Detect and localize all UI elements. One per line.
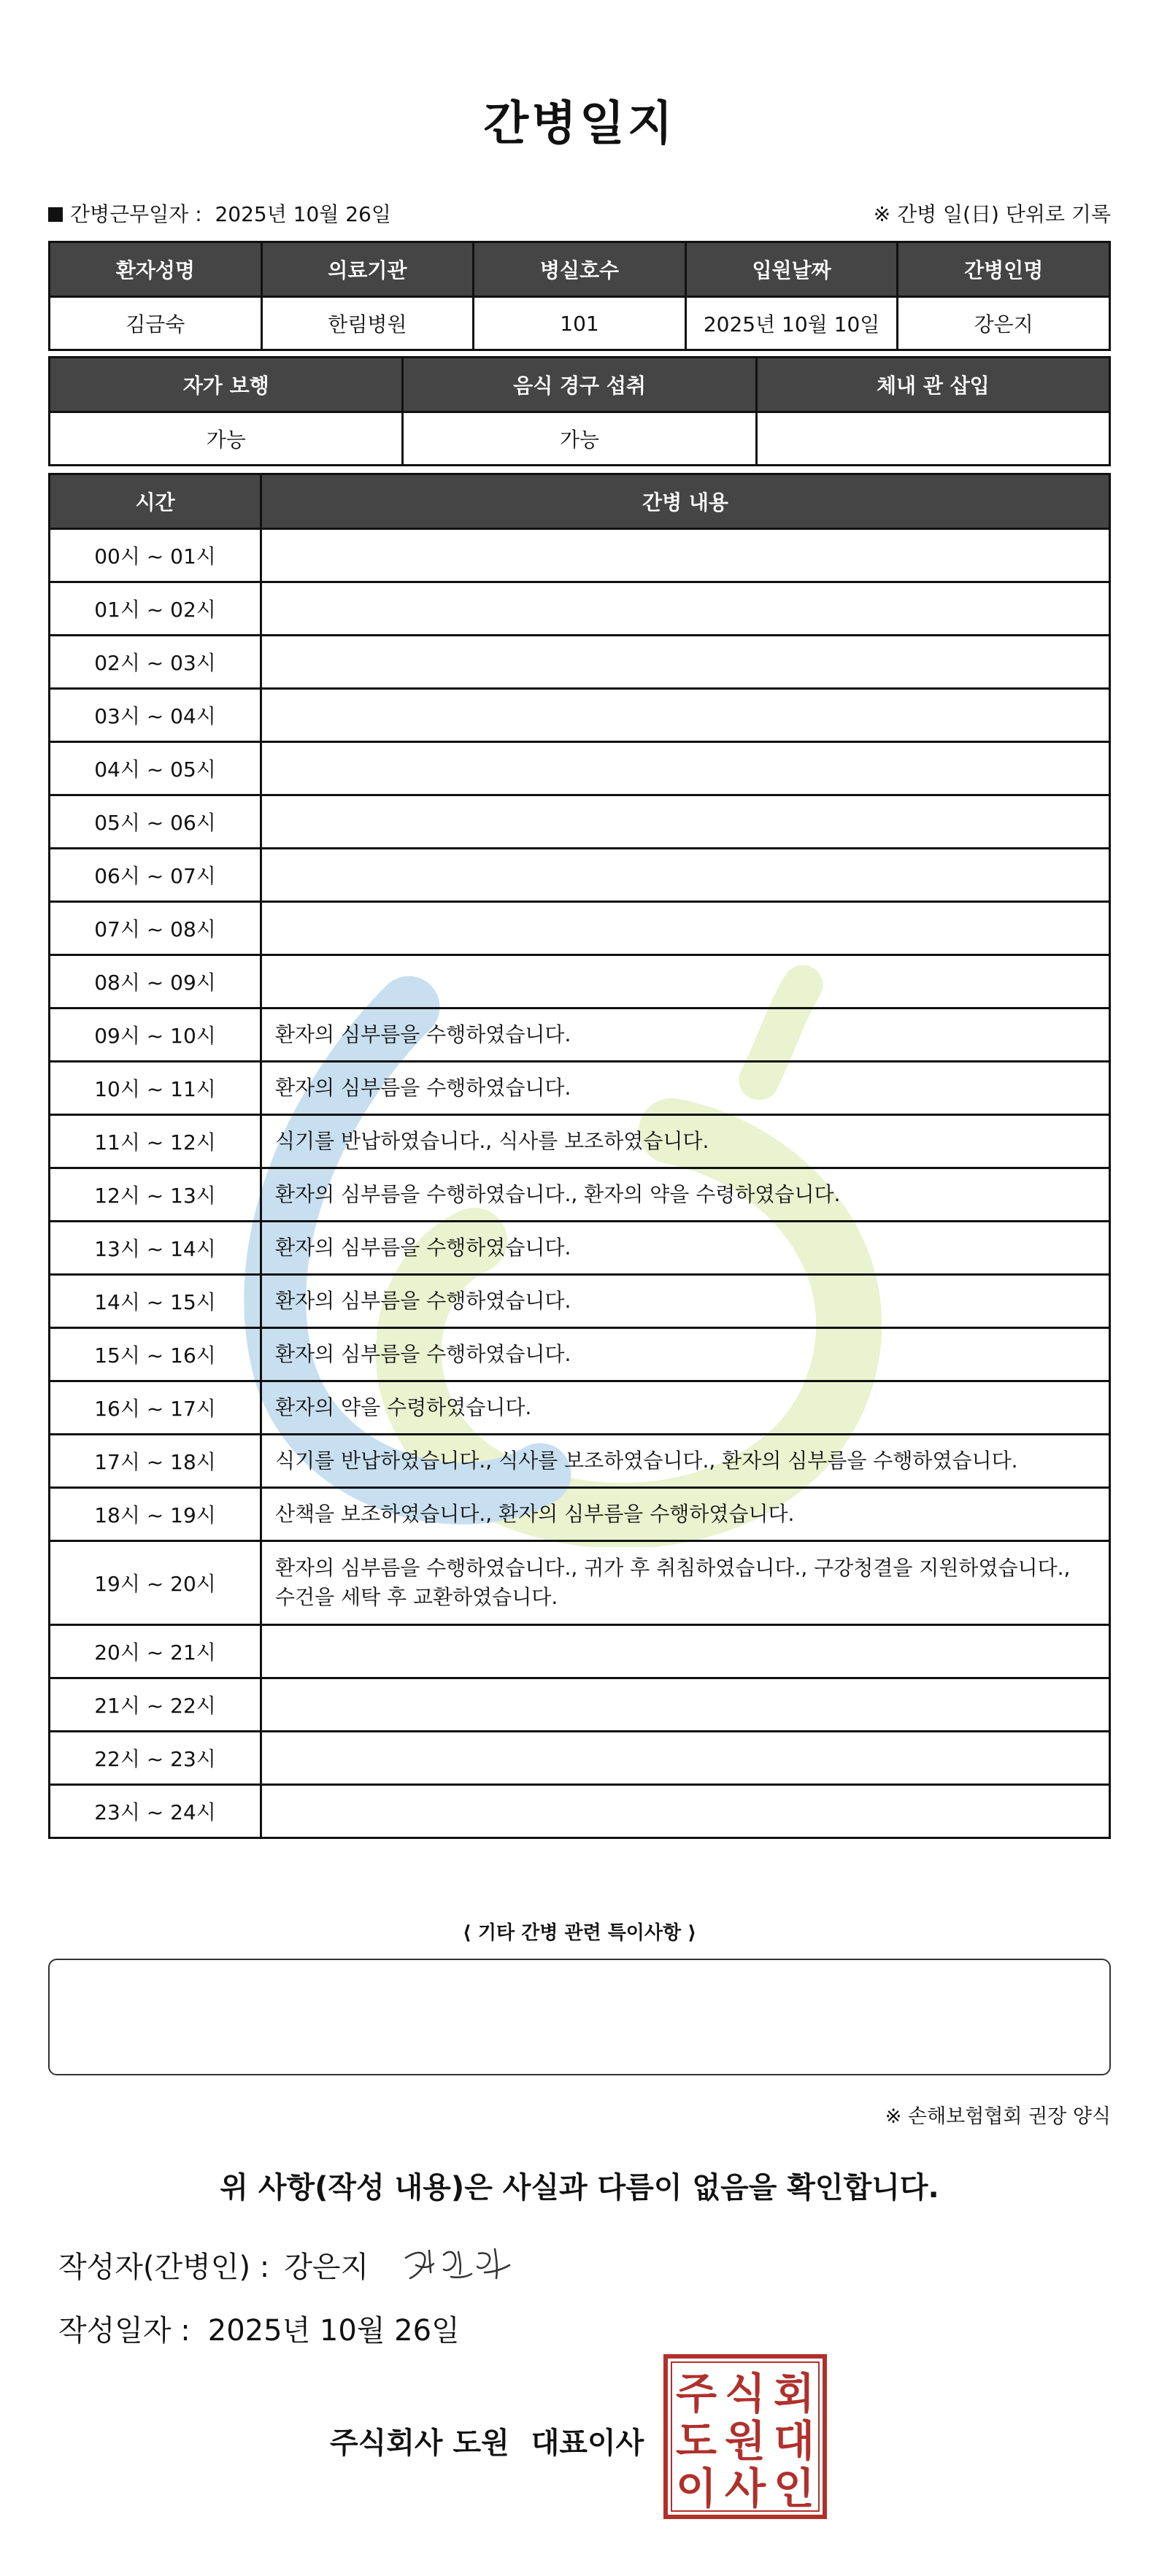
row-time: 21시 ~ 22시 bbox=[50, 1678, 261, 1732]
notes-title: ⟨ 기타 간병 관련 특이사항 ⟩ bbox=[462, 1922, 697, 1944]
row-time: 15시 ~ 16시 bbox=[50, 1328, 261, 1381]
row-time: 23시 ~ 24시 bbox=[50, 1785, 261, 1838]
row-content bbox=[261, 902, 1110, 955]
row-content bbox=[261, 529, 1110, 582]
confirmation-statement: 위 사항(작성 내용)은 사실과 다름이 없음을 확인합니다. bbox=[220, 2171, 939, 2205]
table-row bbox=[50, 955, 1110, 1009]
work-date bbox=[48, 198, 391, 228]
writer-name: 강은지 bbox=[284, 2251, 369, 2284]
tube-insertion-status bbox=[756, 412, 1109, 466]
header-time: 시간 bbox=[50, 474, 261, 529]
unit-note: ※ 간병 일(日) 단위로 기록 bbox=[873, 202, 1111, 226]
table-row bbox=[50, 1678, 1110, 1732]
writer-line bbox=[58, 2244, 369, 2286]
row-time: 03시 ~ 04시 bbox=[50, 689, 261, 742]
row-content: 환자의 약을 수령하였습니다. bbox=[261, 1381, 1110, 1435]
row-content bbox=[261, 636, 1110, 689]
header-walking: 자가 보행 bbox=[50, 358, 403, 412]
row-content: 환자의 심부름을 수행하였습니다. bbox=[261, 1328, 1110, 1381]
row-content bbox=[261, 1625, 1110, 1678]
table-row bbox=[50, 1541, 1110, 1625]
row-content: 환자의 심부름을 수행하였습니다., 귀가 후 취침하였습니다., 구강청결을 지원하였습니다., 수건을 세탁 후 교환하였습니다. bbox=[261, 1541, 1110, 1625]
table-row bbox=[50, 1168, 1110, 1222]
row-content bbox=[261, 1732, 1110, 1785]
table-row bbox=[50, 1275, 1110, 1328]
row-time: 08시 ~ 09시 bbox=[50, 955, 261, 1009]
table-row bbox=[50, 529, 1110, 582]
row-time: 18시 ~ 19시 bbox=[50, 1488, 261, 1541]
table-row bbox=[50, 795, 1110, 849]
admission-date: 2025년 10월 10일 bbox=[685, 297, 898, 350]
svg-text:도: 도 bbox=[675, 2416, 717, 2466]
table-row bbox=[50, 1115, 1110, 1168]
row-time: 07시 ~ 08시 bbox=[50, 902, 261, 955]
row-content bbox=[261, 1678, 1110, 1732]
row-time: 01시 ~ 02시 bbox=[50, 582, 261, 636]
row-time: 19시 ~ 20시 bbox=[50, 1541, 261, 1625]
table-row bbox=[50, 1435, 1110, 1488]
work-date-label: 간병근무일자 : bbox=[70, 202, 202, 226]
company-ceo: 대표이사 bbox=[531, 2426, 644, 2460]
row-time: 00시 ~ 01시 bbox=[50, 529, 261, 582]
row-time: 09시 ~ 10시 bbox=[50, 1009, 261, 1062]
row-content: 식기를 반납하였습니다., 식사를 보조하였습니다., 환자의 심부름을 수행하였습니다. bbox=[261, 1435, 1110, 1488]
header-hospital: 의료기관 bbox=[261, 242, 474, 297]
row-content: 산책을 보조하였습니다., 환자의 심부름을 수행하였습니다. bbox=[261, 1488, 1110, 1541]
notes-box bbox=[48, 1959, 1111, 2075]
square-bullet-icon bbox=[48, 207, 63, 222]
row-content: 환자의 심부름을 수행하였습니다. bbox=[261, 1009, 1110, 1062]
row-time: 05시 ~ 06시 bbox=[50, 795, 261, 849]
table-row bbox=[50, 849, 1110, 902]
oral-intake-status: 가능 bbox=[403, 412, 756, 466]
row-time: 22시 ~ 23시 bbox=[50, 1732, 261, 1785]
row-time: 16시 ~ 17시 bbox=[50, 1381, 261, 1435]
room-number: 101 bbox=[474, 297, 686, 350]
table-row bbox=[50, 689, 1110, 742]
row-content bbox=[261, 795, 1110, 849]
row-time: 02시 ~ 03시 bbox=[50, 636, 261, 689]
svg-text:인: 인 bbox=[773, 2464, 815, 2513]
header-caregiver-name: 간병인명 bbox=[898, 242, 1110, 297]
table-row bbox=[50, 1009, 1110, 1062]
document-title: 간병일지 bbox=[483, 97, 676, 151]
company-name: 주식회사 도원 bbox=[330, 2426, 509, 2460]
row-time: 12시 ~ 13시 bbox=[50, 1168, 261, 1222]
table-row bbox=[50, 1222, 1110, 1275]
table-row bbox=[50, 1062, 1110, 1115]
row-time: 11시 ~ 12시 bbox=[50, 1115, 261, 1168]
svg-text:주: 주 bbox=[675, 2369, 717, 2418]
row-content bbox=[261, 582, 1110, 636]
row-content bbox=[261, 689, 1110, 742]
row-time: 06시 ~ 07시 bbox=[50, 849, 261, 902]
table-row bbox=[50, 1488, 1110, 1541]
row-content: 환자의 심부름을 수행하였습니다. bbox=[261, 1275, 1110, 1328]
row-time: 17시 ~ 18시 bbox=[50, 1435, 261, 1488]
header-care-content: 간병 내용 bbox=[261, 474, 1110, 529]
svg-text:사: 사 bbox=[724, 2464, 766, 2513]
writer-label: 작성자(간병인) : bbox=[58, 2251, 270, 2284]
written-date-label: 작성일자 : bbox=[58, 2314, 190, 2348]
written-date-line bbox=[58, 2307, 460, 2349]
table-row bbox=[50, 636, 1110, 689]
row-time: 14시 ~ 15시 bbox=[50, 1275, 261, 1328]
row-content: 환자의 심부름을 수행하였습니다. bbox=[261, 1062, 1110, 1115]
row-time: 10시 ~ 11시 bbox=[50, 1062, 261, 1115]
table-row bbox=[50, 1381, 1110, 1435]
handwritten-signature-icon bbox=[400, 2236, 524, 2287]
walking-status: 가능 bbox=[50, 412, 403, 466]
company-line bbox=[330, 2420, 644, 2461]
row-content bbox=[261, 742, 1110, 795]
row-content: 환자의 심부름을 수행하였습니다. bbox=[261, 1222, 1110, 1275]
row-content bbox=[261, 1785, 1110, 1838]
row-time: 04시 ~ 05시 bbox=[50, 742, 261, 795]
svg-text:대: 대 bbox=[773, 2416, 815, 2466]
patient-name: 김금숙 bbox=[50, 297, 262, 350]
written-date-value: 2025년 10월 26일 bbox=[207, 2314, 460, 2348]
table-row bbox=[50, 902, 1110, 955]
header-tube-insertion: 체내 관 삽입 bbox=[756, 358, 1109, 412]
svg-text:회: 회 bbox=[773, 2369, 815, 2418]
table-row bbox=[50, 1328, 1110, 1381]
header-oral-intake: 음식 경구 섭취 bbox=[403, 358, 756, 412]
work-date-value: 2025년 10월 26일 bbox=[215, 202, 391, 226]
svg-text:이: 이 bbox=[675, 2464, 717, 2513]
caregiver-name: 강은지 bbox=[898, 297, 1110, 350]
hospital: 한림병원 bbox=[261, 297, 474, 350]
row-content: 식기를 반납하였습니다., 식사를 보조하였습니다. bbox=[261, 1115, 1110, 1168]
meta-row bbox=[48, 198, 1111, 228]
table-row bbox=[50, 742, 1110, 795]
patient-status-table bbox=[48, 356, 1111, 466]
header-patient-name: 환자성명 bbox=[50, 242, 262, 297]
recommend-note: ※ 손해보험협회 권장 양식 bbox=[885, 2105, 1111, 2128]
row-content bbox=[261, 955, 1110, 1009]
table-row bbox=[50, 582, 1110, 636]
row-time: 20시 ~ 21시 bbox=[50, 1625, 261, 1678]
row-time: 13시 ~ 14시 bbox=[50, 1222, 261, 1275]
row-content bbox=[261, 849, 1110, 902]
patient-info-table bbox=[48, 241, 1111, 351]
table-row bbox=[50, 1732, 1110, 1785]
row-content: 환자의 심부름을 수행하였습니다., 환자의 약을 수령하였습니다. bbox=[261, 1168, 1110, 1222]
header-room-number: 병실호수 bbox=[474, 242, 686, 297]
table-row bbox=[50, 1785, 1110, 1838]
svg-text:식: 식 bbox=[724, 2369, 766, 2418]
table-row bbox=[50, 1625, 1110, 1678]
svg-text:원: 원 bbox=[724, 2416, 766, 2466]
care-log-table bbox=[48, 473, 1111, 1839]
company-seal-stamp-icon bbox=[663, 2353, 828, 2520]
header-admission-date: 입원날짜 bbox=[685, 242, 898, 297]
